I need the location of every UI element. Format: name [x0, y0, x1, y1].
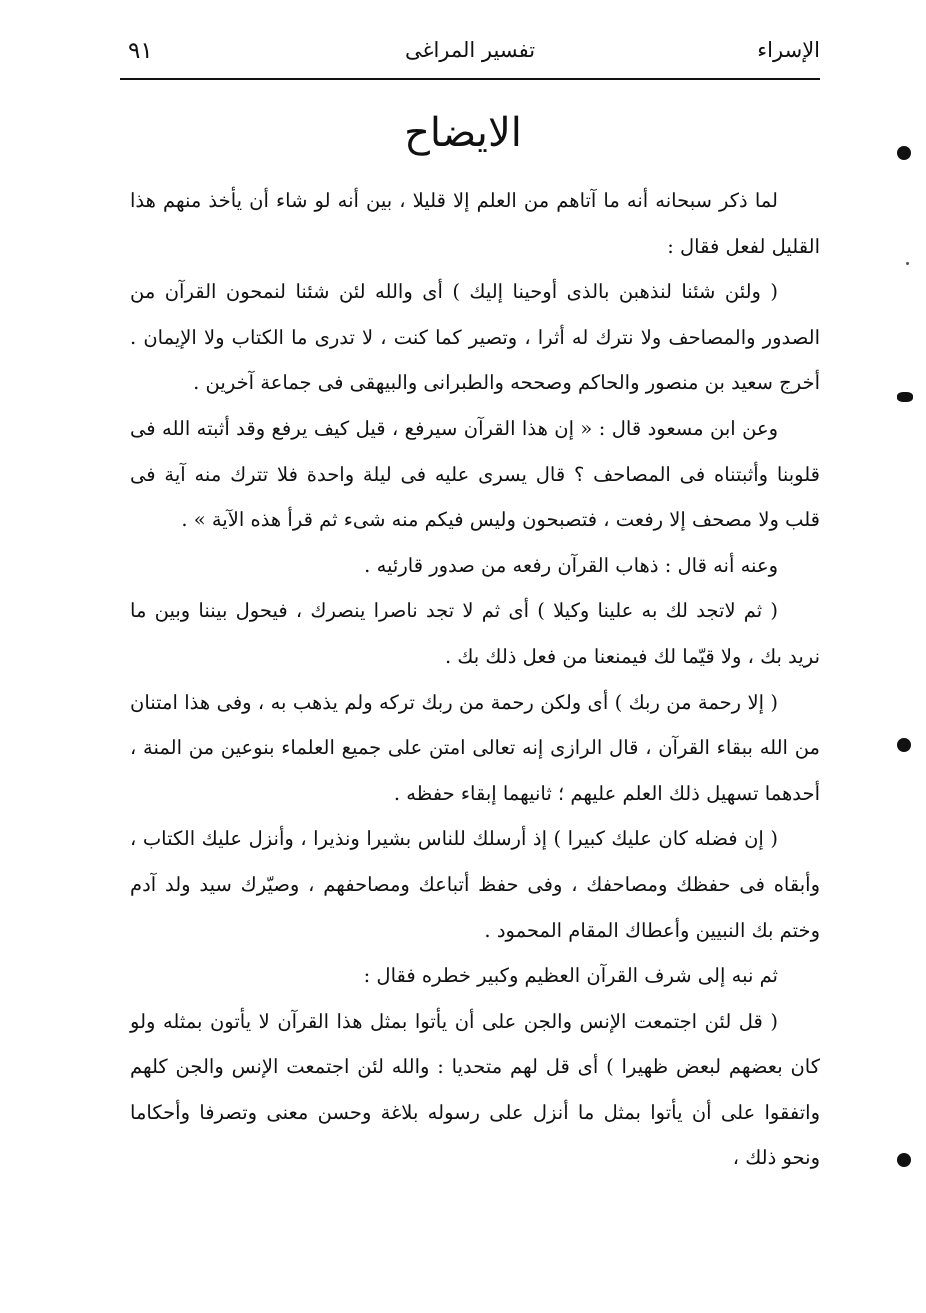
paragraph: وعن ابن مسعود قال : « إن هذا القرآن سيرفع ، قيل كيف يرفع وقد أثبته الله فى قلوبنا وأثبتناه فى المصاحف ؟ قال يسرى عليه فى ليلة واحدة فلا تترك منه آية فى قلب ولا مصحف إلا رفعت ، فتصبحون وليس فيكم منه شىء ثم قرأ هذه الآية » .	[130, 416, 820, 532]
paragraph: لما ذكر سبحانه أنه ما آتاهم من العلم إلا قليلا ، بين أنه لو شاء أن يأخذ منهم هذا القليل لفعل فقال :	[130, 189, 820, 258]
section-title: الايضاح	[404, 110, 522, 156]
paragraph: وعنه أنه قال : ذهاب القرآن رفعه من صدور قارئيه .	[364, 553, 778, 577]
paragraph: ( ثم لاتجد لك به علينا وكيلا ) أى ثم لا تجد ناصرا ينصرك ، فيحول بيننا وبين ما نريد بك ، ولا قيّما لك فيمنعنا من فعل ذلك بك .	[130, 599, 820, 668]
header-rule	[120, 78, 820, 80]
margin-mark	[897, 738, 911, 752]
paragraph: ( إن فضله كان عليك كبيرا ) إذ أرسلك للناس بشيرا ونذيرا ، وأنزل عليك الكتاب ، وأبقاه فى حفظك ومصاحفك ، وفى حفظ أتباعك ومصاحفهم ، وصيّرك سيد ولد آدم وختم بك النبيين وأعطاك المقام المحمود .	[130, 827, 820, 942]
margin-mark	[897, 392, 913, 402]
margin-dot	[906, 262, 909, 265]
surah-name: الإسراء	[757, 38, 820, 62]
page-header	[120, 30, 820, 80]
paragraph: ثم نبه إلى شرف القرآن العظيم وكبير خطره فقال :	[363, 964, 778, 988]
margin-mark	[897, 1153, 911, 1167]
paragraph: ( إلا رحمة من ربك ) أى ولكن رحمة من ربك تركه ولم يذهب به ، وفى هذا امتنان من الله ببقاء القرآن ، قال الرازى إنه تعالى امتن على جميع العلماء بنوعين من المنة ، أحدهما تسهيل ذلك العلم عليهم ؛ ثانيهما إبقاء حفظه .	[130, 690, 820, 805]
body-text	[130, 178, 820, 1258]
page-number: ٩١	[128, 38, 153, 64]
margin-mark	[897, 146, 911, 160]
paragraph: ( ولئن شئنا لنذهبن بالذى أوحينا إليك ) أى والله لئن شئنا لنمحون القرآن من الصدور والمصاحف ولا نترك له أثرا ، وتصير كما كنت ، لا تدرى ما الكتاب ولا الإيمان . أخرج سعيد بن منصور والحاكم وصححه والطبرانى والبيهقى فى جماعة آخرين .	[130, 280, 820, 395]
book-title: تفسير المراغى	[404, 38, 536, 62]
paragraph: ( قل لئن اجتمعت الإنس والجن على أن يأتوا بمثل هذا القرآن لا يأتون بمثله ولو كان بعضهم لبعض ظهيرا ) أى قل لهم متحديا : والله لئن اجتمعت الإنس والجن كلهم واتفقوا على أن يأتوا بمثل ما أنزل على رسوله بلاغة وحسن معنى وتصرفا وأحكاما ونحو ذلك ،	[130, 1009, 820, 1170]
